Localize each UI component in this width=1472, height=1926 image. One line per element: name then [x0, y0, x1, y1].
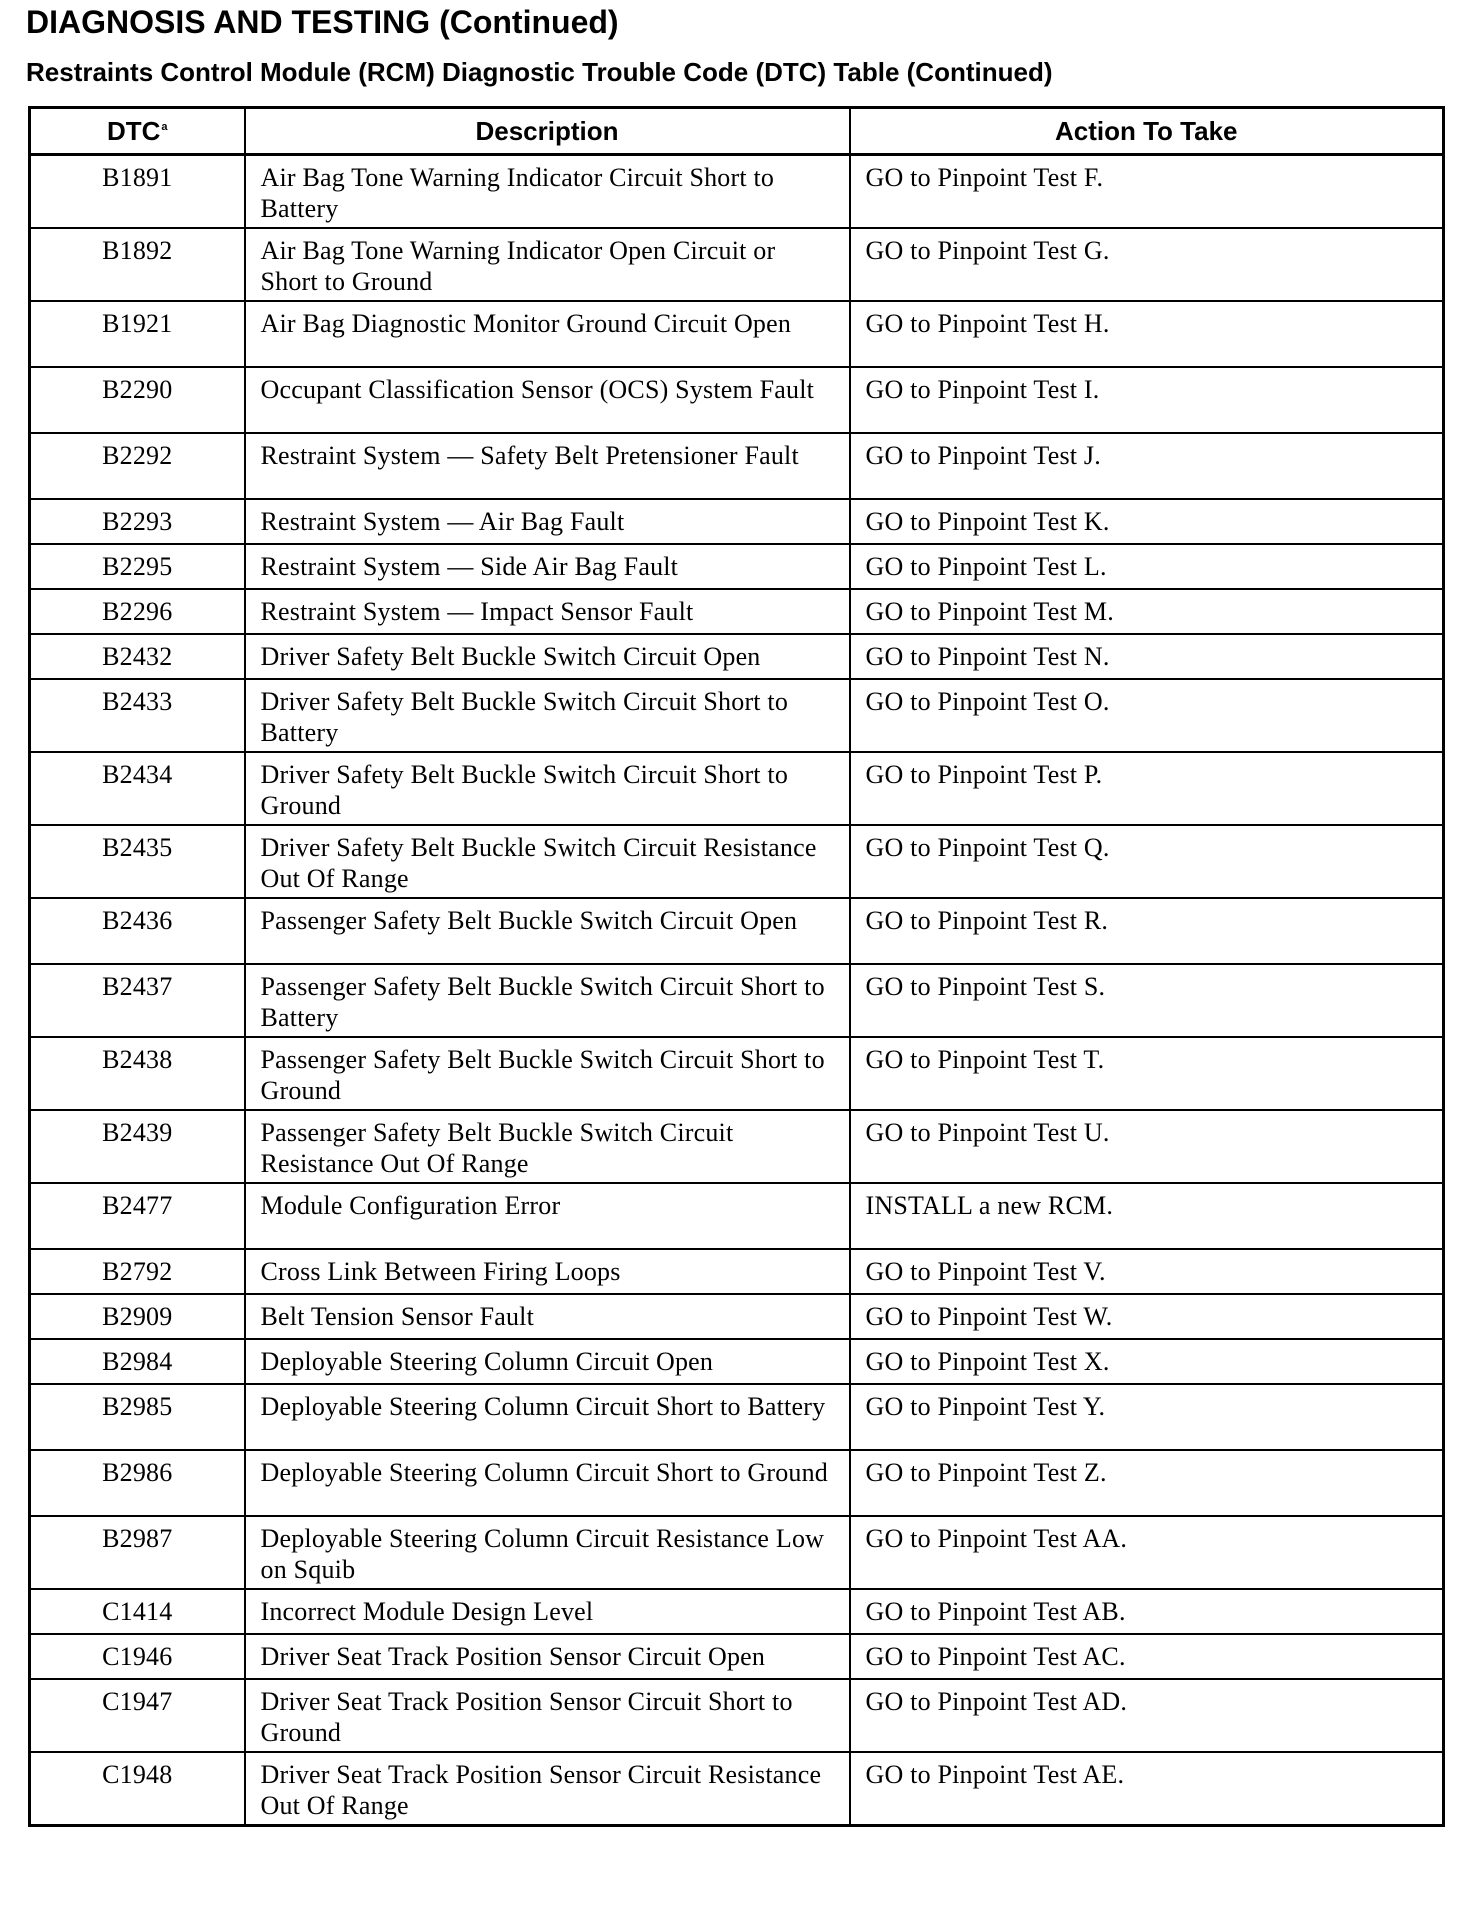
- dtc-code-cell: B2439: [30, 1110, 245, 1183]
- dtc-code-cell: B2984: [30, 1339, 245, 1384]
- description-cell: Passenger Safety Belt Buckle Switch Circuit Short to Battery: [245, 964, 850, 1037]
- dtc-code-cell: B2296: [30, 589, 245, 634]
- description-cell: Module Configuration Error: [245, 1183, 850, 1249]
- table-row: [30, 228, 1444, 301]
- description-cell: Belt Tension Sensor Fault: [245, 1294, 850, 1339]
- dtc-code-cell: B2295: [30, 544, 245, 589]
- column-header-dtc-label: DTC: [106, 115, 161, 146]
- action-cell: GO to Pinpoint Test Y.: [850, 1384, 1444, 1450]
- action-cell: GO to Pinpoint Test R.: [850, 898, 1444, 964]
- table-row: [30, 544, 1444, 589]
- action-cell: GO to Pinpoint Test AE.: [850, 1752, 1444, 1826]
- action-cell: GO to Pinpoint Test Z.: [850, 1450, 1444, 1516]
- description-cell: Air Bag Diagnostic Monitor Ground Circuit Open: [245, 301, 850, 367]
- table-row: [30, 1339, 1444, 1384]
- table-row: [30, 1752, 1444, 1826]
- description-cell: Deployable Steering Column Circuit Short to Ground: [245, 1450, 850, 1516]
- dtc-code-cell: C1947: [30, 1679, 245, 1752]
- table-title: Restraints Control Module (RCM) Diagnostic Trouble Code (DTC) Table (Continued): [26, 57, 1053, 87]
- description-cell: Driver Seat Track Position Sensor Circuit Short to Ground: [245, 1679, 850, 1752]
- action-cell: GO to Pinpoint Test X.: [850, 1339, 1444, 1384]
- description-cell: Restraint System — Air Bag Fault: [245, 499, 850, 544]
- table-row: [30, 634, 1444, 679]
- dtc-code-cell: B1921: [30, 301, 245, 367]
- description-cell: Deployable Steering Column Circuit Short to Battery: [245, 1384, 850, 1450]
- dtc-code-cell: B2435: [30, 825, 245, 898]
- action-cell: GO to Pinpoint Test I.: [850, 367, 1444, 433]
- table-row: [30, 1679, 1444, 1752]
- dtc-code-cell: B2438: [30, 1037, 245, 1110]
- dtc-code-cell: B2436: [30, 898, 245, 964]
- table-row: [30, 825, 1444, 898]
- description-cell: Cross Link Between Firing Loops: [245, 1249, 850, 1294]
- description-cell: Restraint System — Impact Sensor Fault: [245, 589, 850, 634]
- action-cell: GO to Pinpoint Test V.: [850, 1249, 1444, 1294]
- description-cell: Deployable Steering Column Circuit Resistance Low on Squib: [245, 1516, 850, 1589]
- action-cell: GO to Pinpoint Test U.: [850, 1110, 1444, 1183]
- table-row: [30, 155, 1444, 229]
- description-cell: Driver Safety Belt Buckle Switch Circuit Resistance Out Of Range: [245, 825, 850, 898]
- action-cell: GO to Pinpoint Test AD.: [850, 1679, 1444, 1752]
- action-cell: GO to Pinpoint Test P.: [850, 752, 1444, 825]
- action-cell: GO to Pinpoint Test J.: [850, 433, 1444, 499]
- description-cell: Driver Safety Belt Buckle Switch Circuit Short to Ground: [245, 752, 850, 825]
- action-cell: GO to Pinpoint Test N.: [850, 634, 1444, 679]
- action-cell: GO to Pinpoint Test K.: [850, 499, 1444, 544]
- description-cell: Driver Safety Belt Buckle Switch Circuit Open: [245, 634, 850, 679]
- dtc-table: [28, 106, 1445, 1827]
- dtc-code-cell: B2987: [30, 1516, 245, 1589]
- description-cell: Incorrect Module Design Level: [245, 1589, 850, 1634]
- dtc-table-body: [30, 155, 1444, 1826]
- table-row: [30, 1037, 1444, 1110]
- description-cell: Deployable Steering Column Circuit Open: [245, 1339, 850, 1384]
- section-title: DIAGNOSIS AND TESTING (Continued): [26, 4, 619, 40]
- action-cell: GO to Pinpoint Test M.: [850, 589, 1444, 634]
- table-row: [30, 1516, 1444, 1589]
- description-cell: Occupant Classification Sensor (OCS) System Fault: [245, 367, 850, 433]
- dtc-code-cell: B2434: [30, 752, 245, 825]
- action-cell: GO to Pinpoint Test F.: [850, 155, 1444, 229]
- action-cell: INSTALL a new RCM.: [850, 1183, 1444, 1249]
- table-row: [30, 1110, 1444, 1183]
- dtc-code-cell: B2477: [30, 1183, 245, 1249]
- table-row: [30, 1589, 1444, 1634]
- description-cell: Air Bag Tone Warning Indicator Open Circuit or Short to Ground: [245, 228, 850, 301]
- description-cell: Passenger Safety Belt Buckle Switch Circuit Short to Ground: [245, 1037, 850, 1110]
- dtc-code-cell: B2433: [30, 679, 245, 752]
- dtc-code-cell: B1891: [30, 155, 245, 229]
- dtc-code-cell: B2909: [30, 1294, 245, 1339]
- table-header-row: [30, 108, 1444, 155]
- description-cell: Driver Safety Belt Buckle Switch Circuit Short to Battery: [245, 679, 850, 752]
- description-cell: Driver Seat Track Position Sensor Circuit Resistance Out Of Range: [245, 1752, 850, 1826]
- table-row: [30, 898, 1444, 964]
- dtc-code-cell: B2792: [30, 1249, 245, 1294]
- dtc-code-cell: B2437: [30, 964, 245, 1037]
- description-cell: Restraint System — Side Air Bag Fault: [245, 544, 850, 589]
- action-cell: GO to Pinpoint Test AA.: [850, 1516, 1444, 1589]
- dtc-code-cell: B2986: [30, 1450, 245, 1516]
- description-cell: Driver Seat Track Position Sensor Circuit Open: [245, 1634, 850, 1679]
- description-cell: Passenger Safety Belt Buckle Switch Circuit Open: [245, 898, 850, 964]
- action-cell: GO to Pinpoint Test AC.: [850, 1634, 1444, 1679]
- action-cell: GO to Pinpoint Test O.: [850, 679, 1444, 752]
- table-row: [30, 1249, 1444, 1294]
- table-row: [30, 1183, 1444, 1249]
- dtc-footnote-marker: a: [161, 120, 168, 133]
- dtc-code-cell: C1948: [30, 1752, 245, 1826]
- column-header-dtc: [30, 108, 245, 155]
- action-cell: GO to Pinpoint Test H.: [850, 301, 1444, 367]
- description-cell: Air Bag Tone Warning Indicator Circuit Short to Battery: [245, 155, 850, 229]
- dtc-code-cell: B2985: [30, 1384, 245, 1450]
- column-header-action: Action To Take: [850, 108, 1444, 155]
- table-row: [30, 367, 1444, 433]
- table-row: [30, 301, 1444, 367]
- dtc-code-cell: C1946: [30, 1634, 245, 1679]
- dtc-code-cell: B2293: [30, 499, 245, 544]
- description-cell: Passenger Safety Belt Buckle Switch Circuit Resistance Out Of Range: [245, 1110, 850, 1183]
- dtc-code-cell: B2292: [30, 433, 245, 499]
- table-row: [30, 499, 1444, 544]
- action-cell: GO to Pinpoint Test S.: [850, 964, 1444, 1037]
- action-cell: GO to Pinpoint Test AB.: [850, 1589, 1444, 1634]
- action-cell: GO to Pinpoint Test L.: [850, 544, 1444, 589]
- table-row: [30, 1450, 1444, 1516]
- action-cell: GO to Pinpoint Test G.: [850, 228, 1444, 301]
- action-cell: GO to Pinpoint Test T.: [850, 1037, 1444, 1110]
- table-row: [30, 433, 1444, 499]
- action-cell: GO to Pinpoint Test W.: [850, 1294, 1444, 1339]
- dtc-code-cell: B2432: [30, 634, 245, 679]
- action-cell: GO to Pinpoint Test Q.: [850, 825, 1444, 898]
- table-row: [30, 752, 1444, 825]
- table-row: [30, 1384, 1444, 1450]
- table-row: [30, 589, 1444, 634]
- table-row: [30, 1294, 1444, 1339]
- table-row: [30, 964, 1444, 1037]
- dtc-code-cell: B1892: [30, 228, 245, 301]
- table-row: [30, 679, 1444, 752]
- column-header-description: Description: [245, 108, 850, 155]
- description-cell: Restraint System — Safety Belt Pretensioner Fault: [245, 433, 850, 499]
- dtc-code-cell: C1414: [30, 1589, 245, 1634]
- table-row: [30, 1634, 1444, 1679]
- dtc-code-cell: B2290: [30, 367, 245, 433]
